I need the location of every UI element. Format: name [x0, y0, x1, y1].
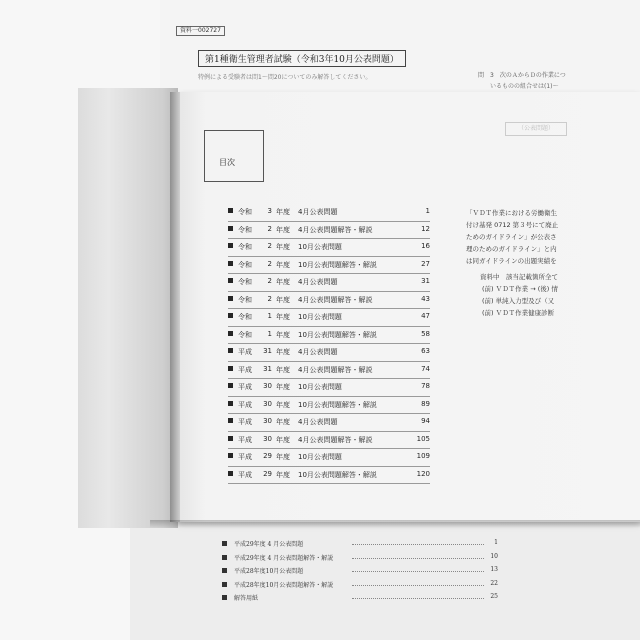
question-line-2: いるものの組合せは(1)～: [490, 83, 559, 90]
toc-row: 令和 2 年度 4月公表問題解答・解説 12: [228, 222, 430, 240]
square-bullet-icon: [228, 208, 233, 213]
toc-row: 平成 29 年度 10月公表問題解答・解説 120: [228, 467, 430, 485]
right-note-line: は同ガイドラインの出題実績を: [466, 257, 557, 265]
square-bullet-icon: [228, 278, 233, 283]
square-bullet-icon: [228, 226, 233, 231]
square-bullet-icon: [228, 383, 233, 388]
toc-row: 平成 30 年度 10月公表問題解答・解説 89: [228, 397, 430, 415]
right-note-line: ためのガイドライン」が公表さ: [466, 233, 557, 241]
square-bullet-icon: [228, 366, 233, 371]
square-bullet-icon: [228, 331, 233, 336]
square-bullet-icon: [228, 261, 233, 266]
toc-row: 平成 31 年度 4月公表問題解答・解説 74: [228, 362, 430, 380]
square-bullet-icon: [228, 418, 233, 423]
square-bullet-icon: [222, 568, 227, 573]
toc-row: 令和 3 年度 4月公表問題 1: [228, 204, 430, 222]
exam-title: 第1種衛生管理者試験（令和3年10月公表問題）: [198, 50, 406, 67]
right-note-line: 「ＶＤＴ作業における労働衛生: [466, 209, 557, 217]
question-line-1: 問 3 次のＡからＤの作業につ: [478, 72, 566, 79]
toc-list: [228, 204, 430, 484]
square-bullet-icon: [228, 453, 233, 458]
toc-row: 平成 30 年度 4月公表問題 94: [228, 414, 430, 432]
toc-row: 平成 30 年度 10月公表問題 78: [228, 379, 430, 397]
exam-note: 特例による受験者は問1～問20についてのみ解答してください。: [198, 74, 372, 81]
square-bullet-icon: [228, 313, 233, 318]
left-page: [78, 88, 178, 528]
toc-row: 令和 2 年度 10月公表問題解答・解説 27: [228, 257, 430, 275]
bottom-toc-list: [222, 538, 498, 606]
bottom-toc-row: 平成29年度 4 月公表問題解答・解説 10: [222, 552, 498, 566]
square-bullet-icon: [228, 401, 233, 406]
toc-row: 令和 2 年度 10月公表問題 16: [228, 239, 430, 257]
leader-dots: [352, 571, 484, 572]
square-bullet-icon: [222, 555, 227, 560]
leader-dots: [352, 598, 484, 599]
bottom-toc-row: 平成29年度 4 月公表問題 1: [222, 538, 498, 552]
square-bullet-icon: [228, 471, 233, 476]
square-bullet-icon: [228, 436, 233, 441]
square-bullet-icon: [222, 582, 227, 587]
square-bullet-icon: [228, 243, 233, 248]
square-bullet-icon: [228, 296, 233, 301]
leader-dots: [352, 544, 484, 545]
material-line: (前) ＶＤＴ作業健康診断: [482, 309, 555, 317]
toc-row: 令和 2 年度 4月公表問題解答・解説 43: [228, 292, 430, 310]
page-shadow: [150, 520, 640, 528]
leader-dots: [352, 585, 484, 586]
toc-title: 目次: [219, 158, 235, 167]
right-note-line: 理のためのガイドライン」と内: [466, 245, 557, 253]
toc-row: 平成 30 年度 4月公表問題解答・解説 105: [228, 432, 430, 450]
toc-row: 平成 29 年度 10月公表問題 109: [228, 449, 430, 467]
square-bullet-icon: [222, 541, 227, 546]
toc-row: 令和 1 年度 10月公表問題解答・解説 58: [228, 327, 430, 345]
toc-row: 平成 31 年度 4月公表問題 63: [228, 344, 430, 362]
faint-label: （公表問題）: [505, 122, 567, 136]
right-note-line: 付け基発 0712 第３号にて廃止: [466, 221, 559, 229]
leader-dots: [352, 558, 484, 559]
book-spine: [170, 92, 180, 522]
bottom-toc-row: 平成28年度10月公表問題解答・解説 22: [222, 579, 498, 593]
toc-title-box: [204, 130, 264, 182]
bottom-toc-row: 平成28年度10月公表問題 13: [222, 565, 498, 579]
bottom-toc-row: 解答用紙 25: [222, 592, 498, 606]
material-line: (前) 単純入力型及び（又: [482, 297, 555, 305]
toc-row: 令和 2 年度 4月公表問題 31: [228, 274, 430, 292]
square-bullet-icon: [222, 595, 227, 600]
material-line: 資料中 該当記載箇所全て: [480, 273, 558, 281]
material-line: (前) ＶＤＴ作業 → (後) 情: [482, 285, 558, 293]
document-id: 資料一002727: [176, 26, 225, 36]
toc-row: 令和 1 年度 10月公表問題 47: [228, 309, 430, 327]
square-bullet-icon: [228, 348, 233, 353]
